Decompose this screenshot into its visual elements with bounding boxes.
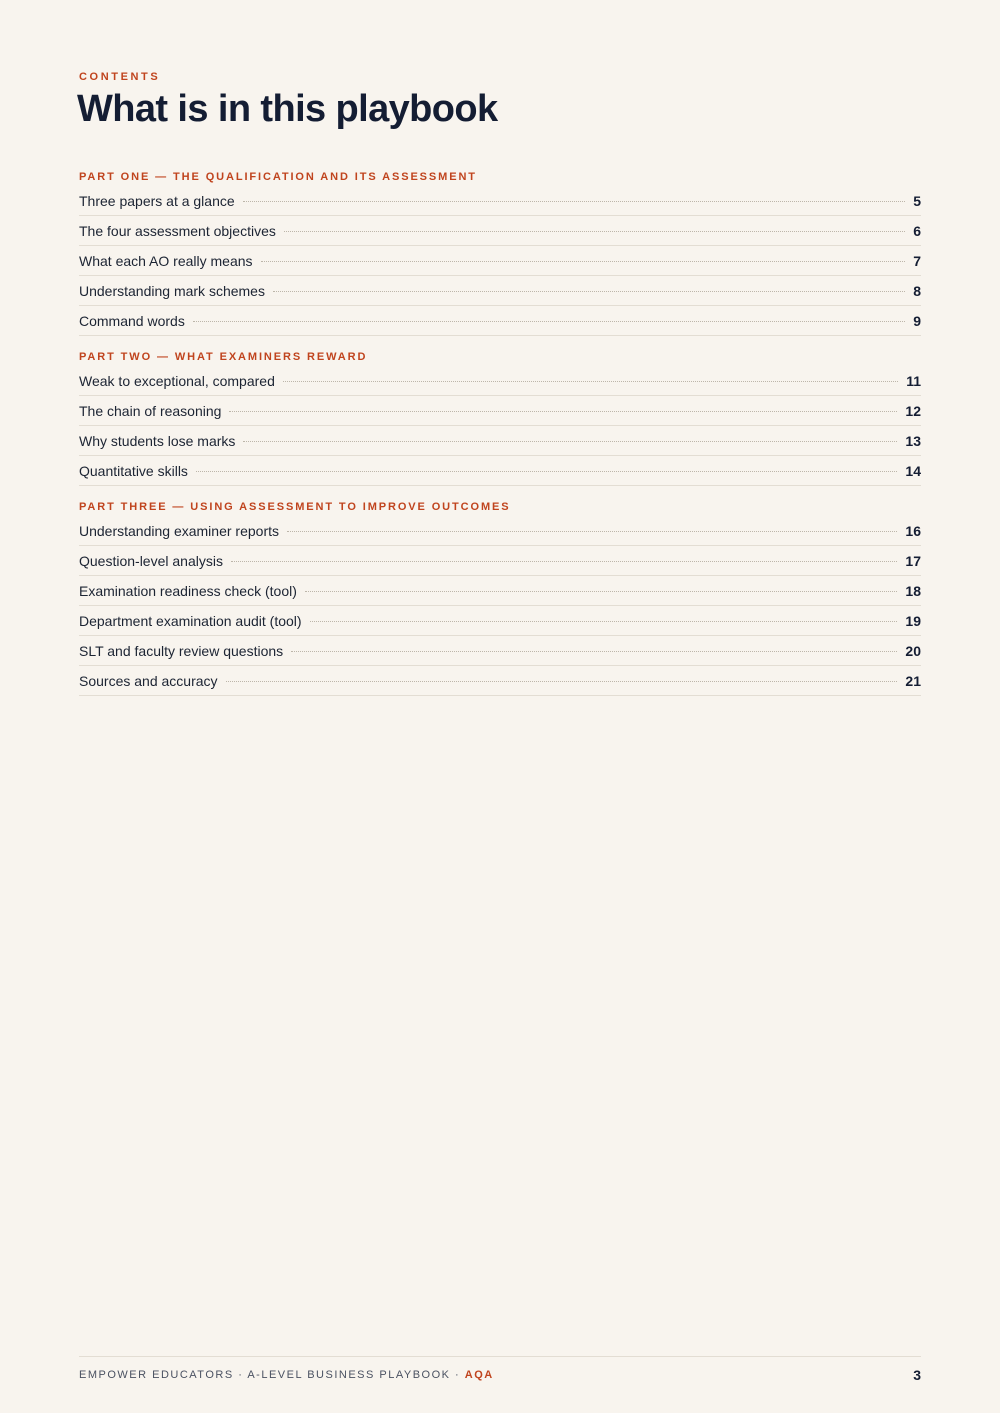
dot-leader bbox=[305, 590, 898, 592]
dot-leader bbox=[284, 230, 905, 232]
toc-entry[interactable] bbox=[79, 186, 921, 216]
toc-entry-title: Understanding mark schemes bbox=[79, 283, 265, 299]
toc-entry-page: 8 bbox=[913, 283, 921, 299]
toc-entry-page: 13 bbox=[905, 433, 921, 449]
toc-entry[interactable] bbox=[79, 606, 921, 636]
toc-entry-page: 20 bbox=[905, 643, 921, 659]
dot-leader bbox=[231, 560, 897, 562]
toc-entry[interactable] bbox=[79, 216, 921, 246]
toc-entry-title: Sources and accuracy bbox=[79, 673, 218, 689]
toc-entry-title: The four assessment objectives bbox=[79, 223, 276, 239]
toc-entry[interactable] bbox=[79, 246, 921, 276]
toc-entry-title: Why students lose marks bbox=[79, 433, 236, 449]
section-heading: PART ONE — THE QUALIFICATION AND ITS ASSESSMENT bbox=[79, 171, 477, 183]
dot-leader bbox=[273, 290, 905, 292]
dot-leader bbox=[243, 440, 897, 442]
toc-entry-title: Understanding examiner reports bbox=[79, 523, 279, 539]
footer-text: EMPOWER EDUCATORS · A-LEVEL BUSINESS PLAYBOOK · bbox=[79, 1369, 465, 1381]
toc-entry-title: Question-level analysis bbox=[79, 553, 223, 569]
toc-entry[interactable] bbox=[79, 426, 921, 456]
toc-entry-page: 14 bbox=[905, 463, 921, 479]
footer-label bbox=[79, 1367, 494, 1381]
toc-entry-title: Quantitative skills bbox=[79, 463, 188, 479]
toc-entry-title: Department examination audit (tool) bbox=[79, 613, 302, 629]
toc-entry[interactable] bbox=[79, 546, 921, 576]
toc-entry-page: 16 bbox=[905, 523, 921, 539]
section-heading: PART TWO — WHAT EXAMINERS REWARD bbox=[79, 351, 368, 363]
toc-entry-page: 21 bbox=[905, 673, 921, 689]
dot-leader bbox=[226, 680, 898, 682]
toc-entry-page: 5 bbox=[913, 193, 921, 209]
toc-entry-title: Three papers at a glance bbox=[79, 193, 235, 209]
toc-entry[interactable] bbox=[79, 456, 921, 486]
toc-entry-title: The chain of reasoning bbox=[79, 403, 222, 419]
toc-entry[interactable] bbox=[79, 276, 921, 306]
toc-entry[interactable] bbox=[79, 576, 921, 606]
toc-entry-page: 12 bbox=[905, 403, 921, 419]
page-footer bbox=[79, 1356, 921, 1391]
toc-entry-title: What each AO really means bbox=[79, 253, 253, 269]
toc-entry[interactable] bbox=[79, 636, 921, 666]
toc-entry-page: 9 bbox=[913, 313, 921, 329]
dot-leader bbox=[196, 470, 897, 472]
toc-entry[interactable] bbox=[79, 366, 921, 396]
toc-entry[interactable] bbox=[79, 516, 921, 546]
toc-entry-page: 19 bbox=[905, 613, 921, 629]
toc-entry-page: 7 bbox=[913, 253, 921, 269]
toc-entry[interactable] bbox=[79, 306, 921, 336]
section-heading: PART THREE — USING ASSESSMENT TO IMPROVE OUTCOMES bbox=[79, 501, 511, 513]
toc-entry-title: Examination readiness check (tool) bbox=[79, 583, 297, 599]
dot-leader bbox=[291, 650, 897, 652]
dot-leader bbox=[193, 320, 905, 322]
toc-entry-title: SLT and faculty review questions bbox=[79, 643, 284, 659]
dot-leader bbox=[261, 260, 906, 262]
dot-leader bbox=[283, 380, 898, 382]
dot-leader bbox=[310, 620, 898, 622]
toc-entry-page: 6 bbox=[913, 223, 921, 239]
toc-entry-page: 18 bbox=[905, 583, 921, 599]
toc-entry-title: Weak to exceptional, compared bbox=[79, 373, 275, 389]
section-part-two bbox=[79, 350, 921, 486]
toc-entry-page: 17 bbox=[905, 553, 921, 569]
footer-brand: AQA bbox=[464, 1369, 494, 1381]
dot-leader bbox=[229, 410, 897, 412]
toc-entry[interactable] bbox=[79, 666, 921, 696]
section-part-three bbox=[79, 500, 921, 696]
table-of-contents bbox=[79, 170, 921, 710]
section-part-one bbox=[79, 170, 921, 336]
toc-entry-title: Command words bbox=[79, 313, 185, 329]
page-number: 3 bbox=[913, 1367, 921, 1383]
toc-entry-page: 11 bbox=[906, 373, 921, 389]
toc-entry[interactable] bbox=[79, 396, 921, 426]
dot-leader bbox=[287, 530, 897, 532]
dot-leader bbox=[243, 200, 906, 202]
contents-eyebrow: CONTENTS bbox=[79, 71, 161, 83]
page-title: What is in this playbook bbox=[77, 88, 498, 130]
